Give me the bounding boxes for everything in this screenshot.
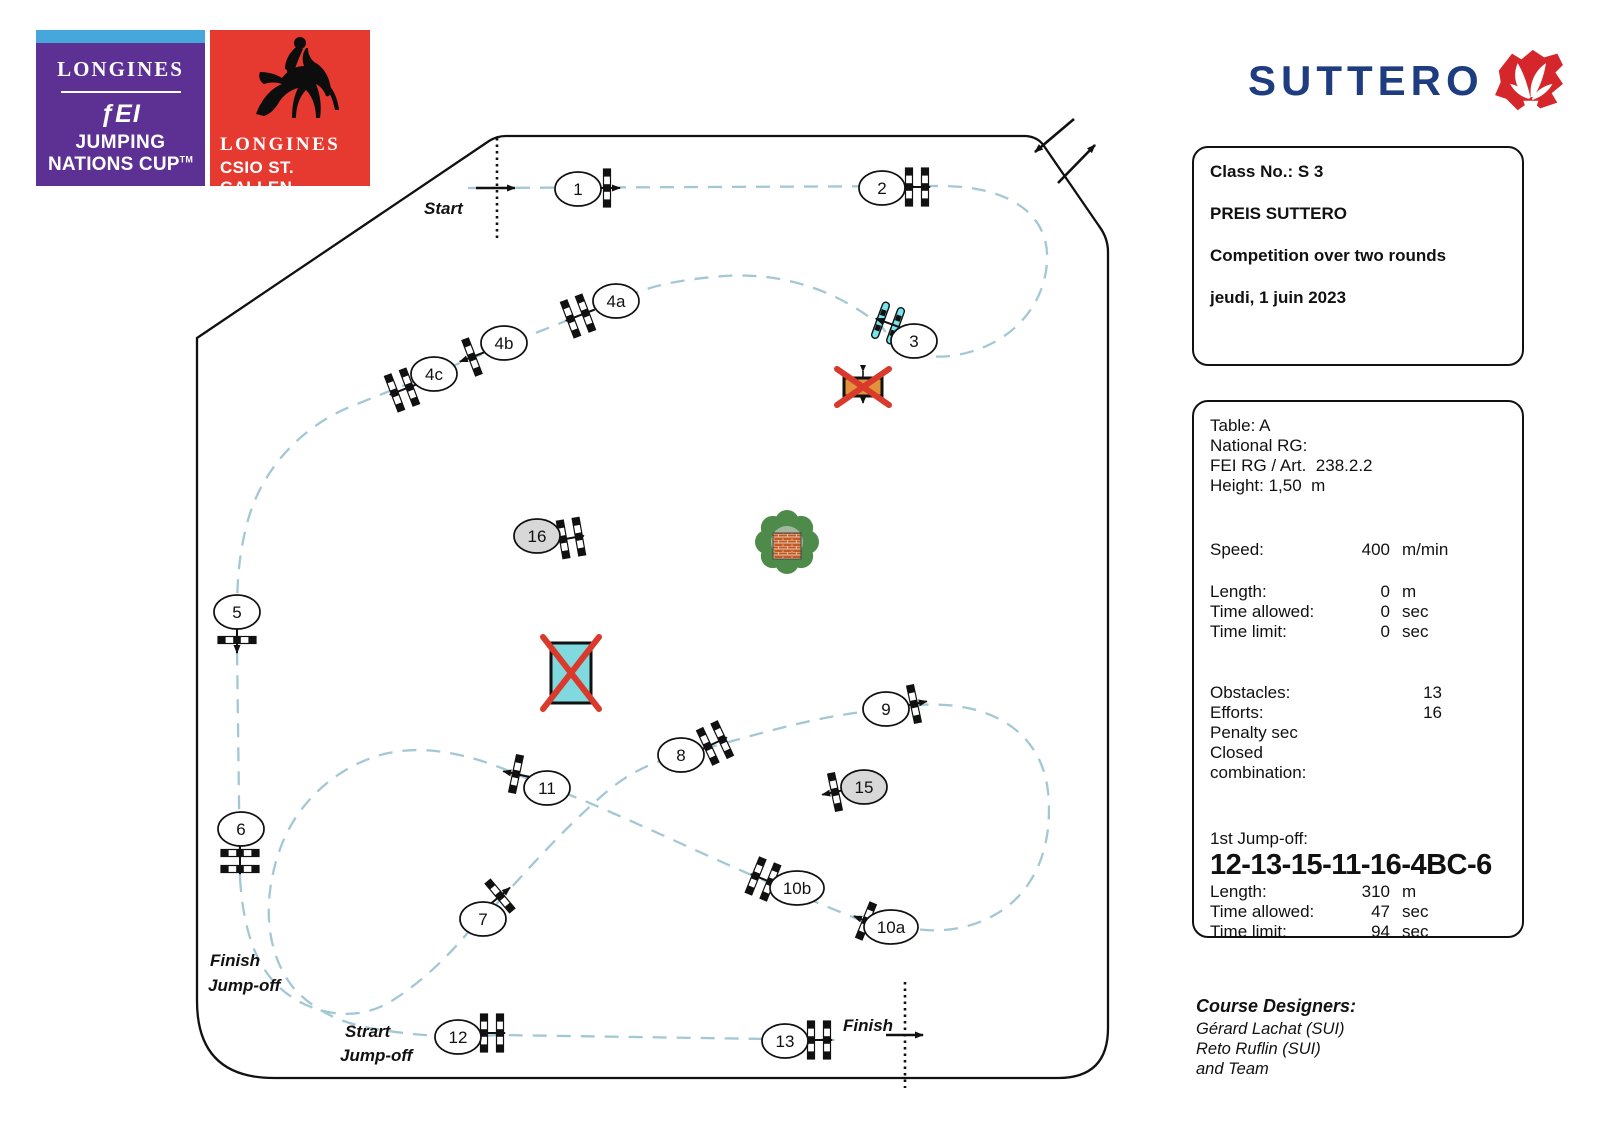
- fei-rg-line: FEI RG / Art. 238.2.2: [1210, 456, 1373, 475]
- svg-text:1: 1: [573, 180, 583, 199]
- class-number: Class No.: S 3: [1210, 162, 1324, 181]
- detail-label: Length:: [1210, 582, 1267, 601]
- jumping-horse-icon: [242, 32, 342, 132]
- obstacle-number-11: [524, 771, 570, 805]
- suttero-leaf-icon: [1488, 48, 1570, 114]
- unused-wall-crossed-out: [837, 369, 889, 405]
- detail-unit: sec: [1402, 602, 1429, 621]
- detail-label: Time limit:: [1210, 922, 1287, 941]
- svg-text:4c: 4c: [425, 365, 443, 384]
- detail-unit: m: [1402, 582, 1417, 601]
- fei-wordmark: ƒEI: [100, 100, 141, 128]
- longines-csio-st-gallen-logo: [210, 30, 370, 197]
- national-rg-line: National RG:: [1210, 436, 1308, 455]
- svg-text:7: 7: [478, 910, 488, 929]
- detail-label: Length:: [1210, 882, 1267, 901]
- designer-name: and Team: [1196, 1060, 1269, 1078]
- obstacle-number-4a: [593, 284, 639, 318]
- detail-label: Obstacles:: [1210, 683, 1291, 702]
- svg-text:11: 11: [538, 779, 556, 798]
- svg-text:9: 9: [881, 700, 891, 719]
- class-date: jeudi, 1 juin 2023: [1210, 288, 1347, 307]
- obstacle-number-4b: [481, 326, 527, 360]
- detail-unit: sec: [1402, 902, 1429, 921]
- obstacle-number-6: [218, 812, 264, 846]
- rules-block: [1210, 416, 1506, 496]
- detail-label: Closed combination:: [1210, 743, 1307, 782]
- unused-water-crossed-out: [543, 637, 599, 709]
- svg-text:4a: 4a: [606, 292, 626, 311]
- detail-unit: sec: [1402, 622, 1429, 641]
- logo-divider: [61, 91, 181, 93]
- svg-text:4b: 4b: [494, 334, 514, 353]
- detail-row: [1210, 743, 1506, 783]
- designer-name: Gérard Lachat (SUI): [1196, 1020, 1345, 1038]
- detail-unit: m: [1402, 882, 1417, 901]
- obstacle-number-12: [435, 1020, 481, 1054]
- obstacle-number-2: [859, 171, 905, 205]
- detail-value: [1332, 723, 1442, 743]
- obstacle-number-10b: [770, 871, 824, 905]
- obstacle-number-16: [514, 519, 560, 553]
- jumping-label: JUMPING: [75, 132, 166, 153]
- height-line: Height: 1,50 m: [1210, 476, 1326, 495]
- course-track-segment-1: [237, 186, 1047, 878]
- detail-value: 0: [1380, 602, 1390, 621]
- designer-name: Reto Ruflin (SUI): [1196, 1040, 1321, 1058]
- detail-value: 0: [1380, 582, 1390, 601]
- course-details-panel: [1192, 400, 1524, 941]
- obstacle-icon-6: [221, 843, 259, 874]
- detail-row: [1210, 622, 1506, 642]
- svg-text:15: 15: [854, 778, 874, 797]
- jumpoff-sequence: 12-13-15-11-16-4BC-6: [1210, 849, 1492, 881]
- longines-wordmark-red: LONGINES: [220, 134, 341, 155]
- obstacle-number-10a: [864, 910, 918, 944]
- svg-text:12: 12: [448, 1028, 468, 1047]
- detail-unit: sec: [1402, 922, 1429, 941]
- start-label: Start: [424, 199, 463, 218]
- count-rows: [1210, 683, 1506, 783]
- suttero-wordmark: SUTTERO: [1248, 57, 1484, 104]
- finish-jumpoff-label-1: Finish: [210, 951, 261, 970]
- table-line: Table: A: [1210, 416, 1271, 435]
- jumpoff-rows: [1210, 882, 1506, 942]
- obstacle-number-1: [555, 172, 601, 206]
- course-designers-block: [1196, 996, 1526, 1079]
- start-jumpoff-label-1: Strart: [345, 1022, 391, 1041]
- obstacle-number-3: [891, 324, 937, 358]
- start-jumpoff-label-2: Jump-off: [340, 1046, 413, 1065]
- detail-row: [1210, 683, 1506, 703]
- obstacle-number-15: [841, 770, 887, 804]
- detail-label: Time allowed:: [1210, 902, 1315, 921]
- longines-wordmark: LONGINES: [57, 57, 184, 81]
- gate-out-arrow: [1058, 145, 1095, 183]
- detail-value: 13: [1423, 683, 1442, 702]
- class-info-panel: [1192, 146, 1524, 366]
- course-track-segment-2: [240, 705, 1049, 1040]
- logo-blue-bar: [36, 30, 205, 43]
- suttero-logo: [1248, 48, 1570, 114]
- detail-row: [1210, 602, 1506, 622]
- detail-row: [1210, 882, 1506, 902]
- svg-text:3: 3: [909, 332, 919, 351]
- detail-row: [1210, 922, 1506, 942]
- detail-value: [1332, 743, 1442, 783]
- bush-with-wall-decoration: [755, 510, 819, 574]
- gate-in-arrow: [1035, 119, 1074, 152]
- arena-outline: [197, 136, 1108, 1078]
- obstacle-number-9: [863, 692, 909, 726]
- detail-value: 94: [1371, 922, 1390, 941]
- svg-text:10b: 10b: [782, 879, 812, 898]
- detail-label: Penalty sec: [1210, 723, 1298, 742]
- obstacle-number-4c: [411, 357, 457, 391]
- detail-label: Speed:: [1210, 540, 1264, 559]
- obstacle-number-7: [460, 902, 506, 936]
- detail-value: 0: [1380, 622, 1390, 641]
- svg-text:6: 6: [236, 820, 246, 839]
- nations-cup-label: NATIONS CUP™: [47, 154, 194, 175]
- detail-row: [1210, 703, 1506, 723]
- svg-text:2: 2: [877, 179, 887, 198]
- finish-label: Finish: [843, 1016, 894, 1035]
- detail-row: [1210, 582, 1506, 602]
- obstacle-number-8: [658, 738, 704, 772]
- csio-st-gallen-label: CSIO ST. GALLEN: [220, 158, 295, 197]
- svg-text:16: 16: [527, 527, 547, 546]
- course-designers-title: Course Designers:: [1196, 996, 1357, 1016]
- obstacle-number-13: [762, 1024, 808, 1058]
- detail-value: 16: [1423, 703, 1442, 722]
- detail-row: [1210, 723, 1506, 743]
- detail-value: 310: [1361, 882, 1390, 901]
- detail-label: Time limit:: [1210, 622, 1287, 641]
- detail-unit: m/min: [1402, 540, 1449, 559]
- class-format: Competition over two rounds: [1210, 246, 1447, 265]
- detail-row: [1210, 540, 1506, 560]
- svg-text:10a: 10a: [876, 918, 906, 937]
- detail-label: Time allowed:: [1210, 602, 1315, 621]
- time-rows: [1210, 582, 1506, 642]
- obstacle-number-5: [214, 595, 260, 629]
- detail-value: 47: [1371, 902, 1390, 921]
- longines-fei-nations-cup-logo: [36, 30, 205, 186]
- detail-row: [1210, 902, 1506, 922]
- jumpoff-label: 1st Jump-off:: [1210, 829, 1308, 848]
- detail-label: Efforts:: [1210, 703, 1264, 722]
- finish-jumpoff-label-2: Jump-off: [208, 976, 281, 995]
- speed-rows: [1210, 540, 1506, 560]
- svg-text:13: 13: [775, 1032, 795, 1051]
- class-title: PREIS SUTTERO: [1210, 204, 1347, 223]
- svg-text:5: 5: [232, 603, 242, 622]
- detail-value: 400: [1361, 540, 1390, 559]
- svg-text:8: 8: [676, 746, 686, 765]
